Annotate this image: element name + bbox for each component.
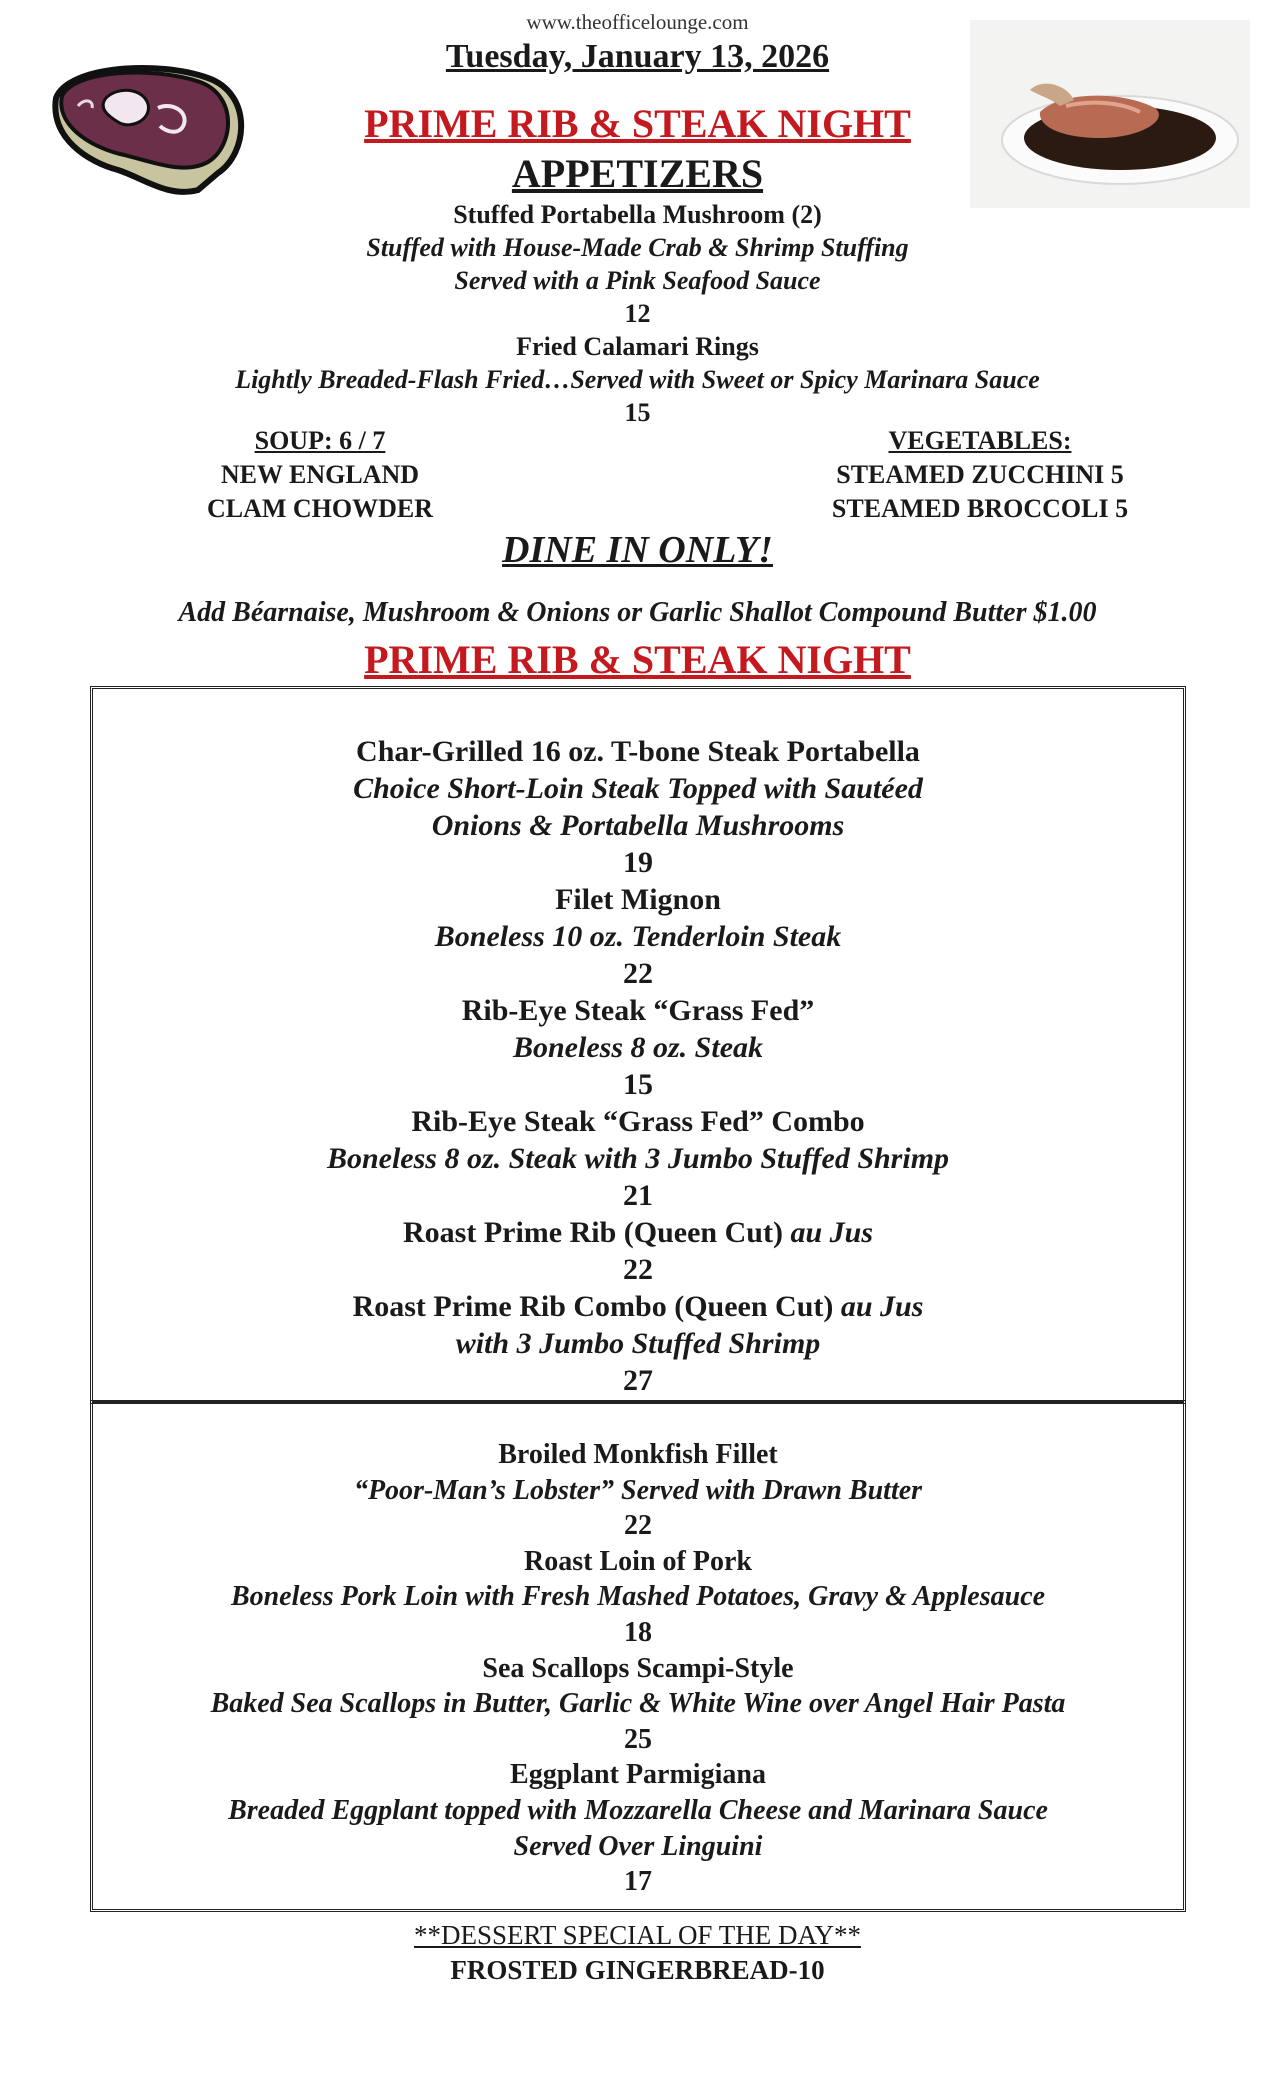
menu-date: Tuesday, January 13, 2026 xyxy=(445,38,830,75)
soup-line: NEW ENGLAND xyxy=(220,460,420,489)
menu-item-price: 15 xyxy=(623,1068,653,1101)
menu-item-desc: “Poor-Man’s Lobster” Served with Drawn Butter xyxy=(353,1474,923,1506)
menu-item-price: 22 xyxy=(623,957,653,990)
menu-item-price: 18 xyxy=(624,1616,652,1648)
menu-item-desc: Boneless 10 oz. Tenderloin Steak xyxy=(434,920,842,953)
prime-rib-photo xyxy=(970,20,1250,208)
menu-item-name: Rib-Eye Steak “Grass Fed” xyxy=(461,994,815,1027)
menu-item-desc: Boneless 8 oz. Steak xyxy=(512,1031,764,1064)
menu-item-price: 25 xyxy=(624,1723,652,1755)
menu-item-name: Sea Scallops Scampi-Style xyxy=(482,1652,794,1684)
menu-item-desc: Boneless 8 oz. Steak with 3 Jumbo Stuffed Shrimp xyxy=(326,1142,950,1175)
menu-item-desc: with 3 Jumbo Stuffed Shrimp xyxy=(455,1327,821,1360)
menu-item-desc: Boneless Pork Loin with Fresh Mashed Potatoes, Gravy & Applesauce xyxy=(230,1581,1046,1613)
appetizer-name: Fried Calamari Rings xyxy=(516,332,759,361)
menu-item-desc: Onions & Portabella Mushrooms xyxy=(431,809,845,842)
menu-item-name-suffix: au Jus xyxy=(840,1290,924,1323)
dine-in-notice: DINE IN ONLY! xyxy=(502,529,773,571)
menu-item-name: Char-Grilled 16 oz. T-bone Steak Portabella xyxy=(356,735,920,768)
menu-item-name: Broiled Monkfish Fillet xyxy=(498,1439,778,1470)
website-url: www.theofficelounge.com xyxy=(526,10,749,34)
steak-icon xyxy=(48,58,248,198)
appetizer-desc: Served with a Pink Seafood Sauce xyxy=(454,266,821,295)
steak-menu-box xyxy=(90,686,1186,1404)
menu-item-price: 27 xyxy=(623,1364,653,1397)
menu-item-price: 21 xyxy=(623,1179,653,1212)
soup-label: SOUP: 6 / 7 xyxy=(254,426,386,455)
menu-item-name: Rib-Eye Steak “Grass Fed” Combo xyxy=(411,1105,865,1138)
dessert-item: FROSTED GINGERBREAD-10 xyxy=(450,1955,825,1985)
steak-section-title: PRIME RIB & STEAK NIGHT xyxy=(364,637,911,682)
menu-item-name xyxy=(93,1288,1183,1325)
menu-item-name: Filet Mignon xyxy=(555,883,721,916)
soup-section xyxy=(160,424,480,526)
appetizer-price: 15 xyxy=(624,398,651,427)
menu-item-name: Roast Loin of Pork xyxy=(524,1545,752,1577)
dessert-label: **DESSERT SPECIAL OF THE DAY** xyxy=(414,1920,861,1950)
appetizers-heading: APPETIZERS xyxy=(511,151,764,196)
menu-title: PRIME RIB & STEAK NIGHT xyxy=(364,101,911,146)
soup-line: CLAM CHOWDER xyxy=(206,494,434,523)
vegetable-line: STEAMED BROCCOLI 5 xyxy=(831,494,1129,523)
menu-item-desc: Choice Short-Loin Steak Topped with Sautéed xyxy=(353,772,923,805)
prime-rib-plate-image xyxy=(970,20,1250,208)
appetizer-name: Stuffed Portabella Mushroom (2) xyxy=(453,200,822,229)
appetizer-price: 12 xyxy=(624,299,651,328)
menu-item-name: Eggplant Parmigiana xyxy=(510,1759,766,1791)
menu-item-name-text: Roast Prime Rib Combo (Queen Cut) xyxy=(352,1290,834,1323)
vegetables-section xyxy=(790,424,1170,526)
entree-menu-box xyxy=(90,1400,1186,1912)
menu-item-desc: Served Over Linguini xyxy=(513,1830,763,1862)
vegetables-label: VEGETABLES: xyxy=(888,426,1072,455)
menu-item-price: 17 xyxy=(624,1866,652,1898)
menu-item-desc: Breaded Eggplant topped with Mozzarella Cheese and Marinara Sauce xyxy=(228,1794,1048,1826)
menu-item-name xyxy=(93,1214,1183,1251)
menu-item-price: 22 xyxy=(624,1510,652,1542)
menu-item-price: 19 xyxy=(623,846,653,879)
menu-item-desc: Baked Sea Scallops in Butter, Garlic & White Wine over Angel Hair Pasta xyxy=(210,1688,1066,1720)
sauce-addon-note: Add Béarnaise, Mushroom & Onions or Garlic Shallot Compound Butter $1.00 xyxy=(178,597,1097,628)
appetizer-desc: Lightly Breaded-Flash Fried…Served with Sweet or Spicy Marinara Sauce xyxy=(235,365,1040,394)
vegetable-line: STEAMED ZUCCHINI 5 xyxy=(836,460,1124,489)
appetizer-desc: Stuffed with House-Made Crab & Shrimp Stuffing xyxy=(366,233,909,262)
menu-item-price: 22 xyxy=(623,1253,653,1286)
menu-item-name-text: Roast Prime Rib (Queen Cut) xyxy=(403,1216,783,1249)
menu-item-name-suffix: au Jus xyxy=(790,1216,873,1249)
